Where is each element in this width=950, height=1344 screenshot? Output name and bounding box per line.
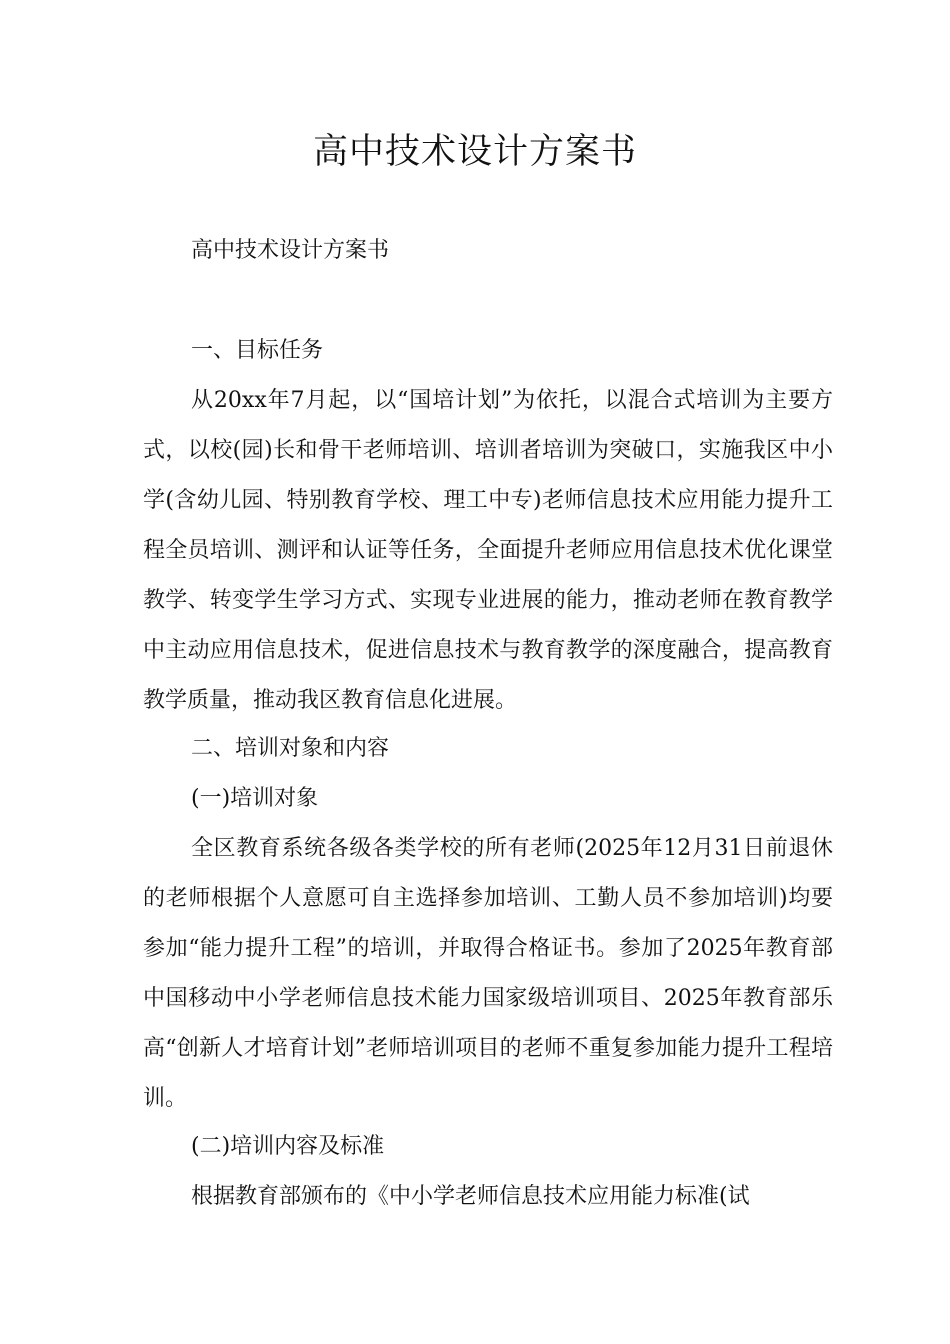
section-paragraph-goals: 从20xx年7月起，以“国培计划”为依托，以混合式培训为主要方式，以校(园)长和骨干老师培训、培训者培训为突破口，实施我区中小学(含幼儿园、特别教育学校、理工中专)老师信息技术应用能力提升工程全员培训、测评和认证等任务，全面提升老师应用信息技术优化课堂教学、转变学生学习方式、实现专业进展的能力，推动老师在教育教学中主动应用信息技术，促进信息技术与教育教学的深度融合，提高教育教学质量，推动我区教育信息化进展。 [143,388,833,713]
subsection-heading-content: (二)培训内容及标准 [191,1134,385,1159]
subsection-paragraph-content: 根据教育部颁布的《中小学老师信息技术应用能力标准(试 [191,1184,750,1209]
subsection-paragraph-target: 全区教育系统各级各类学校的所有老师(2025年12月31日前退休的老师根据个人意愿可自主选择参加培训、工勤人员不参加培训)均要参加“能力提升工程”的培训，并取得合格证书。参加了2025年教育部中国移动中小学老师信息技术能力国家级培训项目、2025年教育部乐高“创新人才培育计划”老师培训项目的老师不重复参加能力提升工程培训。 [143,836,833,1111]
document-subtitle: 高中技术设计方案书 [191,238,390,263]
section-heading-training: 二、培训对象和内容 [191,736,390,761]
section-heading-goals: 一、目标任务 [191,338,324,363]
document-title: 高中技术设计方案书 [312,132,637,172]
subsection-heading-target: (一)培训对象 [191,786,319,811]
